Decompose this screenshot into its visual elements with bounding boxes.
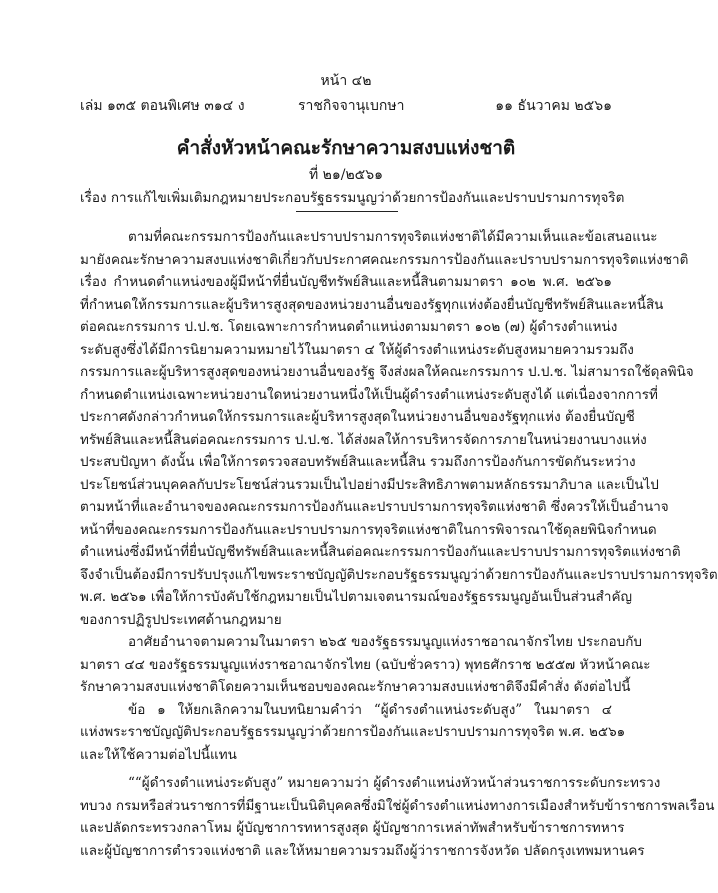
clause-1-line: แห่งพระราชบัญญัติประกอบรัฐธรรมนูญว่าด้วยการป้องกันและปราบปรามการทุจริต พ.ศ. ๒๕๖๑ — [80, 724, 626, 740]
document-body — [80, 226, 718, 862]
body-line: ระดับสูงซึ่งได้มีการนิยามความหมายไว้ในมาตรา ๔ ให้ผู้ดำรงตำแหน่งระดับสูงหมายความรวมถึง — [80, 341, 634, 358]
body-line: รักษาความสงบแห่งชาติโดยความเห็นชอบของคณะรักษาความสงบแห่งชาติจึงมีคำสั่ง ดังต่อไปนี้ — [80, 679, 631, 695]
body-line: กำหนดตำแหน่งเฉพาะหน่วยงานใดหน่วยงานหนึ่งให้เป็นผู้ดำรงตำแหน่งระดับสูงได้ แต่เนื่องจากการที่ — [80, 386, 658, 403]
body-line: ประโยชน์ส่วนบุคคลกับประโยชน์ส่วนรวมเป็นไปอย่างมีประสิทธิภาพตามหลักธรรมาภิบาล และเป็นไป — [80, 476, 659, 493]
definition-line: และผู้บัญชาการตำรวจแห่งชาติ และให้หมายความรวมถึงผู้ว่าราชการจังหวัด ปลัดกรุงเทพมหานคร — [80, 842, 645, 859]
definition-line: ““ผู้ดำรงตำแหน่งระดับสูง” หมายความว่า ผู้ดำรงตำแหน่งหัวหน้าส่วนราชการระดับกระทรวง — [128, 775, 661, 791]
order-number: ที่ ๒๑/๒๕๖๑ — [308, 167, 384, 183]
body-line: มายังคณะรักษาความสงบแห่งชาติเกี่ยวกับประกาศคณะกรรมการป้องกันและปราบปรามการทุจริตแห่งชาติ — [80, 251, 689, 268]
body-line: หน้าที่ของคณะกรรมการป้องกันและปราบปรามการทุจริตแห่งชาติในการพิจารณาใช้ดุลยพินิจกำหนด — [80, 521, 657, 538]
body-line: ทรัพย์สินและหนี้สินต่อคณะกรรมการ ป.ป.ช. ได้ส่งผลให้การบริหารจัดการภายในหน่วยงานบางแห่ง — [80, 431, 647, 448]
definition-line: ทบวง กรมหรือส่วนราชการที่มีฐานะเป็นนิติบุคคลซึ่งมิใช่ผู้ดำรงตำแหน่งทางการเมืองสำหรับข้าราชการพลเรือน — [80, 797, 715, 814]
document-title: คำสั่งหัวหน้าคณะรักษาความสงบแห่งชาติ — [176, 137, 516, 159]
page-number: หน้า ๔๒ — [320, 73, 372, 89]
clause-1-line: ข้อ ๑ ให้ยกเลิกความในบทนิยามคำว่า “ผู้ดำรงตำแหน่งระดับสูง” ในมาตรา ๔ — [128, 701, 612, 718]
clause-1-line: และให้ใช้ความต่อไปนี้แทน — [80, 746, 237, 763]
body-line: ที่กำหนดให้กรรมการและผู้บริหารสูงสุดของหน่วยงานอื่นของรัฐทุกแห่งต้องยื่นบัญชีทรัพย์สินและหนี้สิน — [80, 296, 664, 313]
body-line: ตำแหน่งซึ่งมีหน้าที่ยื่นบัญชีทรัพย์สินและหนี้สินต่อคณะกรรมการป้องกันและปราบปรามการทุจริตแห่งชาติ — [80, 544, 681, 560]
body-line: เรื่อง กำหนดตำแหน่งของผู้มีหน้าที่ยื่นบัญชีทรัพย์สินและหนี้สินตามมาตรา ๑๐๒ พ.ศ. ๒๕๖๑ — [80, 274, 612, 290]
gazette-name: ราชกิจจานุเบกษา — [298, 98, 405, 114]
body-line: ตามหน้าที่และอำนาจของคณะกรรมการป้องกันและปราบปรามการทุจริตแห่งชาติ ซึ่งควรให้เป็นอำนาจ — [80, 499, 669, 515]
title-divider — [296, 211, 398, 212]
body-line: พ.ศ. ๒๕๖๑ เพื่อให้การบังคับใช้กฎหมายเป็นไปตามเจตนารมณ์ของรัฐธรรมนูญอันเป็นส่วนสำคัญ — [80, 589, 632, 605]
volume-info: เล่ม ๑๓๕ ตอนพิเศษ ๓๑๔ ง — [80, 98, 245, 114]
body-line: ต่อคณะกรรมการ ป.ป.ช. โดยเฉพาะการกำหนดตำแหน่งตามมาตรา ๑๐๒ (๗) ผู้ดำรงตำแหน่ง — [80, 319, 618, 335]
body-line: ของการปฏิรูปประเทศด้านกฎหมาย — [80, 611, 282, 628]
body-line: กรรมการและผู้บริหารสูงสุดของหน่วยงานอื่นของรัฐ จึงส่งผลให้คณะกรรมการ ป.ป.ช. ไม่สามารถใช้ดุลพินิจ — [80, 364, 694, 380]
body-line: ประสบปัญหา ดังนั้น เพื่อให้การตรวจสอบทรัพย์สินและหนี้สิน รวมถึงการป้องกันการขัดกันระหว่าง — [80, 454, 636, 470]
body-line: มาตรา ๔๔ ของรัฐธรรมนูญแห่งราชอาณาจักรไทย (ฉบับชั่วคราว) พุทธศักราช ๒๕๕๗ หัวหน้าคณะ — [80, 656, 651, 673]
body-line: ตามที่คณะกรรมการป้องกันและปราบปรามการทุจริตแห่งชาติได้มีความเห็นและข้อเสนอแนะ — [128, 229, 658, 245]
body-line: จึงจำเป็นต้องมีการปรับปรุงแก้ไขพระราชบัญญัติประกอบรัฐธรรมนูญว่าด้วยการป้องกันและปราบปรามการทุจริต — [80, 566, 718, 583]
body-line: ประกาศดังกล่าวกำหนดให้กรรมการและผู้บริหารสูงสุดในหน่วยงานอื่นของรัฐทุกแห่ง ต้องยื่นบัญชี — [80, 409, 635, 425]
publication-date: ๑๑ ธันวาคม ๒๕๖๑ — [495, 98, 612, 114]
body-line: อาศัยอำนาจตามความในมาตรา ๒๖๕ ของรัฐธรรมนูญแห่งราชอาณาจักรไทย ประกอบกับ — [128, 634, 642, 650]
definition-line: และปลัดกระทรวงกลาโหม ผู้บัญชาการทหารสูงสุด ผู้บัญชาการเหล่าทัพสำหรับข้าราชการทหาร — [80, 820, 625, 836]
gazette-header — [80, 95, 612, 117]
order-subject: เรื่อง การแก้ไขเพิ่มเติมกฎหมายประกอบรัฐธรรมนูญว่าด้วยการป้องกันและปราบปรามการทุจริต — [80, 190, 625, 206]
